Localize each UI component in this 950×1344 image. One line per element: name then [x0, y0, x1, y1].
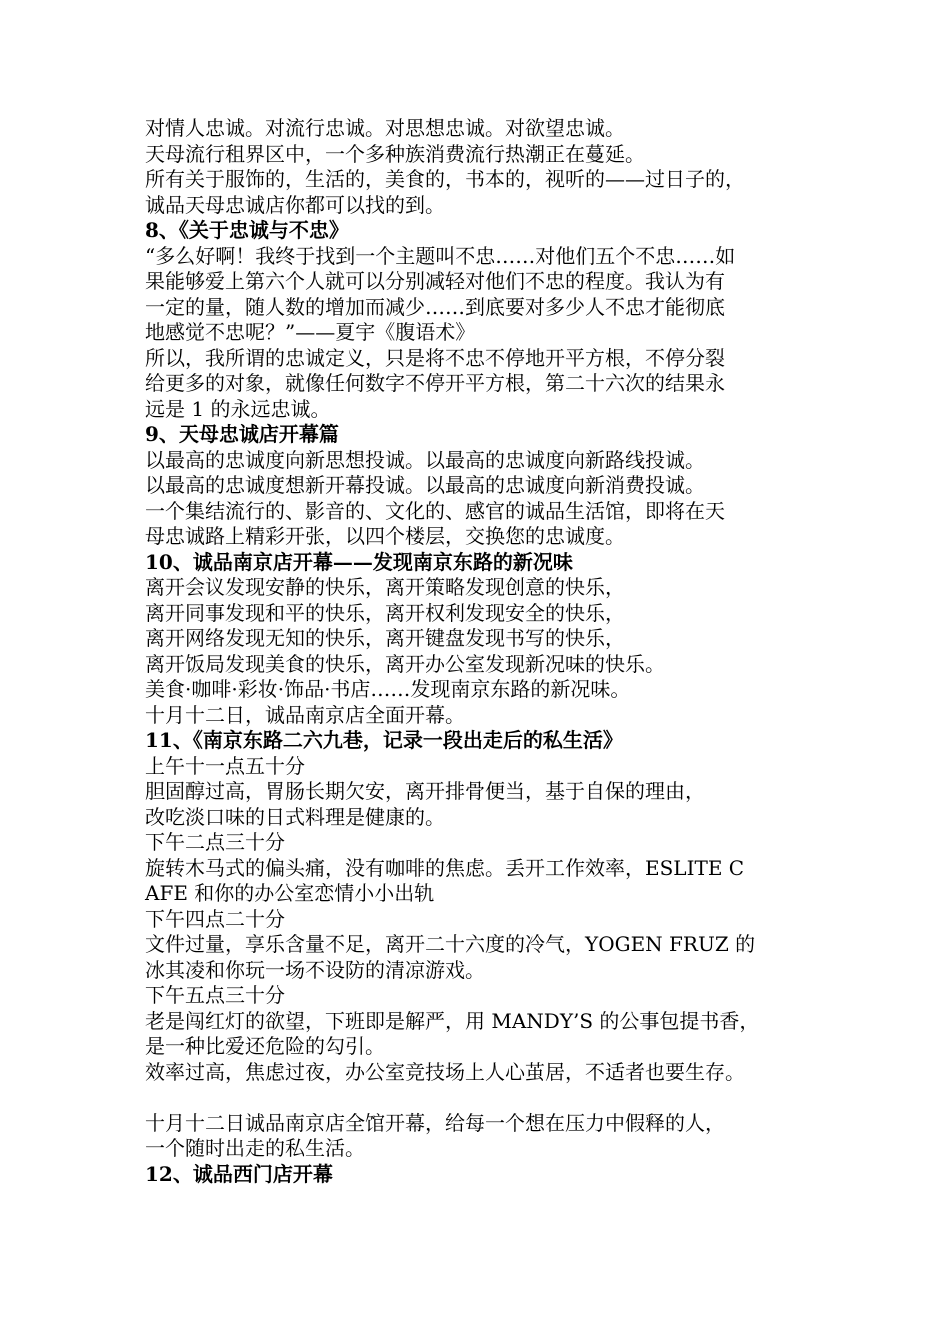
section-heading: 12、诚品西门店开幕	[145, 1161, 333, 1186]
text-line: 改吃淡口味的日式料理是健康的。	[145, 804, 445, 829]
document-page	[145, 116, 835, 1187]
text-line: 远是 1 的永远忠诚。	[145, 396, 331, 421]
blank-line	[145, 1085, 835, 1111]
text-line: 所有关于服饰的，生活的，美食的，书本的，视听的——过日子的，	[145, 167, 745, 191]
text-line: 离开同事发现和平的快乐，离开权利发现安全的快乐，	[145, 600, 625, 625]
text-line: 果能够爱上第六个人就可以分别减轻对他们不忠的程度。我认为有	[145, 269, 725, 293]
text-line: 以最高的忠诚度向新思想投诚。以最高的忠诚度向新路线投诚。	[145, 447, 705, 472]
text-line: 给更多的对象，就像任何数字不停开平方根，第二十六次的结果永	[145, 371, 725, 395]
text-line: 胆固醇过高，胃肠长期欠安，离开排骨便当，基于自保的理由，	[145, 779, 705, 803]
text-line: 是一种比爱还危险的勾引。	[145, 1034, 385, 1058]
text-line: 对情人忠诚。对流行忠诚。对思想忠诚。对欲望忠诚。	[145, 116, 625, 140]
text-line: 文件过量，享乐含量不足，离开二十六度的冷气，YOGEN FRUZ 的	[145, 932, 756, 956]
text-line: 下午五点三十分	[145, 983, 285, 1007]
text-line: 所以，我所谓的忠诚定义，只是将不忠不停地开平方根，不停分裂	[145, 345, 725, 370]
text-line: 诚品天母忠诚店你都可以找的到。	[145, 192, 445, 217]
text-line: 离开网络发现无知的快乐，离开键盘发现书写的快乐，	[145, 626, 625, 650]
text-line: 美食·咖啡·彩妆·饰品·书店……发现南京东路的新况味。	[145, 677, 631, 701]
text-line: 以最高的忠诚度想新开幕投诚。以最高的忠诚度向新消费投诚。	[145, 473, 705, 497]
text-line: 十月十二日诚品南京店全馆开幕，给每一个想在压力中假释的人，	[145, 1110, 725, 1135]
text-line: 母忠诚路上精彩开张，以四个楼层，交换您的忠诚度。	[145, 524, 625, 548]
text-line: 下午四点二十分	[145, 906, 285, 931]
text-line: AFE 和你的办公室恋情小小出轨	[145, 881, 435, 905]
text-line: 离开饭局发现美食的快乐，离开办公室发现新况味的快乐。	[145, 651, 665, 676]
text-line: 上午十一点五十分	[145, 753, 305, 778]
text-line: 老是闯红灯的欲望，下班即是解严，用 MANDY’S 的公事包提书香，	[145, 1008, 760, 1033]
section-heading: 11、《南京东路二六九巷，记录一段出走后的私生活》	[145, 728, 623, 752]
text-line: 天母流行租界区中，一个多种族消费流行热潮正在蔓延。	[145, 141, 645, 166]
text-line: 一个随时出走的私生活。	[145, 1136, 365, 1160]
text-line: 效率过高，焦虑过夜，办公室竞技场上人心茧居，不适者也要生存。	[145, 1059, 745, 1084]
text-line: 离开会议发现安静的快乐，离开策略发现创意的快乐，	[145, 575, 625, 599]
text-line: 冰其凌和你玩一场不设防的清凉游戏。	[145, 957, 485, 982]
text-line: 下午二点三十分	[145, 830, 285, 854]
text-line: “多么好啊！我终于找到一个主题叫不忠……对他们五个不忠……如	[145, 243, 736, 268]
text-line: 十月十二日，诚品南京店全面开幕。	[145, 702, 465, 727]
text-line: 地感觉不忠呢？”——夏宇《腹语术》	[145, 320, 476, 344]
section-heading: 10、诚品南京店开幕——发现南京东路的新况味	[145, 549, 573, 574]
text-line: 一个集结流行的、影音的、文化的、感官的诚品生活馆，即将在天	[145, 498, 725, 523]
section-heading: 8、《关于忠诚与不忠》	[145, 218, 349, 242]
section-heading: 9、天母忠诚店开幕篇	[145, 422, 339, 446]
text-line: 旋转木马式的偏头痛，没有咖啡的焦虑。丢开工作效率，ESLITE C	[145, 855, 745, 880]
text-line: 一定的量，随人数的增加而减少……到底要对多少人不忠才能彻底	[145, 294, 725, 319]
